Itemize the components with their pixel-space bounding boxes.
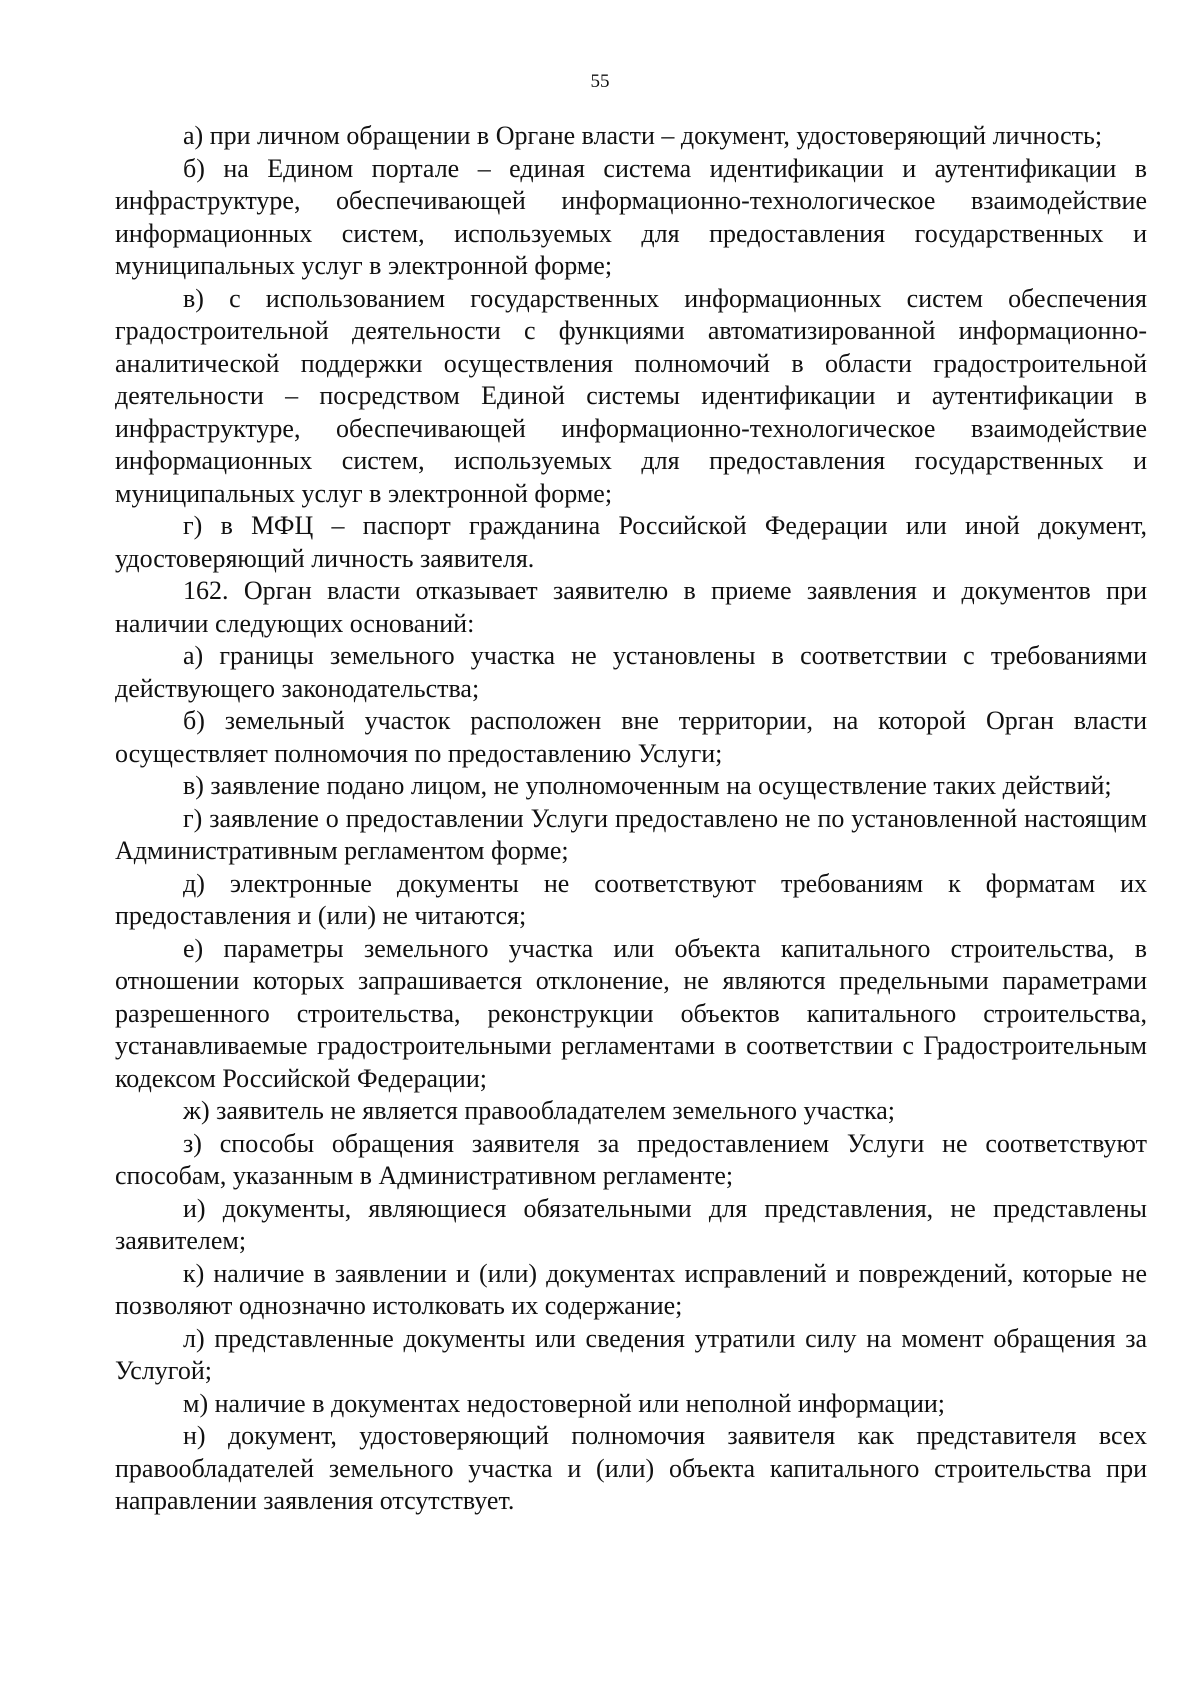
paragraph-162-zh: ж) заявитель не является правообладателем земельного участка; — [183, 1096, 896, 1125]
paragraph-162: 162. Орган власти отказывает заявителю в приеме заявления и документов при наличии следующих оснований: — [115, 576, 1147, 638]
paragraph-162-z: з) способы обращения заявителя за предоставлением Услуги не соответствуют способам, указанным в Административном регламенте; — [115, 1128, 1147, 1190]
paragraph-162-g: г) заявление о предоставлении Услуги предоставлено не по установленной настоящим Административным регламентом форме; — [115, 803, 1147, 865]
paragraph-162-n: н) документ, удостоверяющий полномочия заявителя как представителя всех правообладателей земельного участка и (или) объекта капитального строительства при направлении заявления отсутствует. — [115, 1421, 1147, 1515]
document-body — [115, 120, 1147, 1518]
paragraph-162-v: в) заявление подано лицом, не уполномоченным на осуществление таких действий; — [183, 771, 1112, 800]
paragraph-162-k: к) наличие в заявлении и (или) документах исправлений и повреждений, которые не позволяют однозначно истолковать их содержание; — [115, 1258, 1147, 1320]
paragraph-161-b: б) на Едином портале – единая система идентификации и аутентификации в инфраструктуре, обеспечивающей информационно-технологическое взаимодействие информационных систем, используемых для предоставления государственных и муниципальных услуг в электронной форме; — [115, 153, 1147, 280]
paragraph-162-m: м) наличие в документах недостоверной или неполной информации; — [183, 1388, 945, 1418]
paragraph-162-l: л) представленные документы или сведения утратили силу на момент обращения за Услугой; — [115, 1323, 1147, 1385]
paragraph-161-g: г) в МФЦ – паспорт гражданина Российской Федерации или иной документ, удостоверяющий личность заявителя. — [115, 511, 1147, 573]
paragraph-162-d: д) электронные документы не соответствуют требованиям к форматам их предоставления и (или) не читаются; — [115, 868, 1147, 930]
paragraph-161-v: в) с использованием государственных информационных систем обеспечения градостроительной деятельности с функциями автоматизированной информационно-аналитической поддержки осуществления полномочий в области градостроительной деятельности – посредством Единой системы идентификации и аутентификации в инфраструктуре, обеспечивающей информационно-технологическое взаимодействие информационных систем, используемых для предоставления государственных и муниципальных услуг в электронной форме; — [115, 283, 1147, 508]
paragraph-162-a: а) границы земельного участка не установлены в соответствии с требованиями действующего законодательства; — [115, 641, 1147, 703]
paragraph-161-a: а) при личном обращении в Органе власти – документ, удостоверяющий личность; — [183, 121, 1103, 150]
paragraph-162-e: е) параметры земельного участка или объекта капитального строительства, в отношении которых запрашивается отклонение, не являются предельными параметрами разрешенного строительства, реконструкции объектов капитального строительства, устанавливаемые градостроительными регламентами в соответствии с Градостроительным кодексом Российской Федерации; — [115, 933, 1147, 1093]
paragraph-162-i: и) документы, являющиеся обязательными для представления, не представлены заявителем; — [115, 1193, 1147, 1255]
page-number: 55 — [590, 71, 610, 92]
paragraph-162-b: б) земельный участок расположен вне территории, на которой Орган власти осуществляет полномочия по предоставлению Услуги; — [115, 706, 1147, 768]
